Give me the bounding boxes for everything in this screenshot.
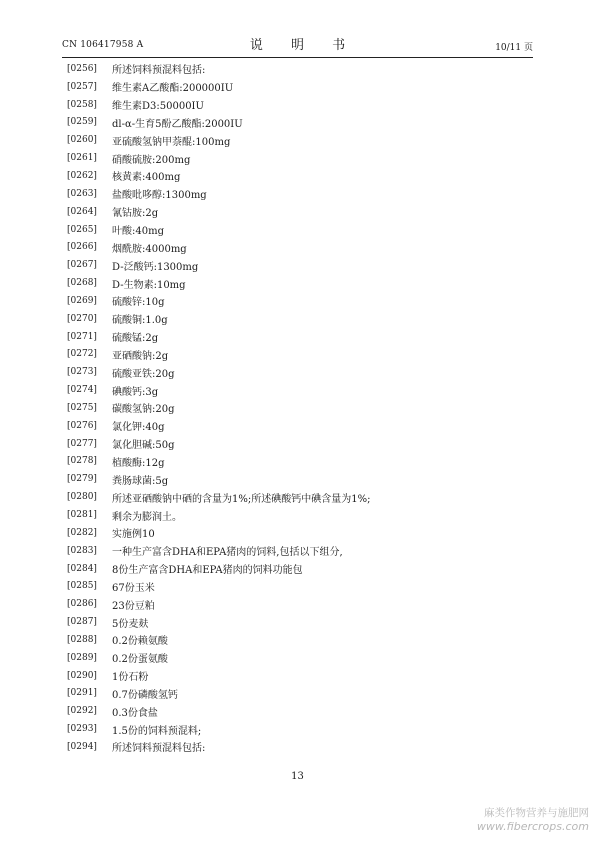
page-number: 13 [291, 771, 304, 782]
paragraph-number: [0275] [67, 402, 97, 413]
paragraph-number: [0281] [67, 510, 97, 521]
paragraph-number: [0282] [67, 527, 97, 538]
paragraph-row [67, 738, 537, 756]
paragraph-text: D-生物素:10mg [112, 279, 186, 291]
paragraph-row [67, 470, 537, 488]
paragraph-text: 硫酸铜:1.0g [112, 315, 168, 327]
paragraph-text: 硝酸硫胺:200mg [112, 154, 191, 166]
paragraph-row [67, 720, 537, 738]
paragraph-text: 维生素A乙酸酯:200000IU [112, 83, 234, 95]
paragraph-row [67, 595, 537, 613]
paragraph-number: [0277] [67, 438, 97, 449]
paragraph-number: [0287] [67, 617, 97, 628]
paragraph-text: 0.3份食盐 [112, 707, 158, 719]
paragraph-number: [0274] [67, 385, 97, 396]
paragraph-row [67, 685, 537, 703]
paragraph-row [67, 524, 537, 542]
paragraph-row [67, 114, 537, 132]
paragraph-row [67, 363, 537, 381]
paragraph-number: [0283] [67, 545, 97, 556]
paragraph-row [67, 381, 537, 399]
paragraph-row [67, 631, 537, 649]
paragraph-row [67, 667, 537, 685]
paragraph-text: 维生素D3:50000IU [112, 101, 204, 113]
paragraph-number: [0293] [67, 724, 97, 735]
paragraph-number: [0294] [67, 741, 97, 752]
paragraph-text: 植酸酶:12g [112, 457, 165, 469]
paragraph-text: 5份麦麸 [112, 618, 149, 630]
paragraph-text: 所述饲料预混料包括: [112, 743, 206, 755]
page-header [62, 34, 533, 56]
paragraph-number: [0260] [67, 135, 97, 146]
paragraph-number: [0292] [67, 706, 97, 717]
paragraph-row [67, 649, 537, 667]
paragraph-row [67, 328, 537, 346]
paragraph-list [67, 60, 537, 756]
document-title: 说 明 书 [249, 38, 358, 53]
paragraph-text: 核黄素:400mg [112, 172, 181, 184]
paragraph-text: 所述亚硒酸钠中硒的含量为1%;所述碘酸钙中碘含量为1%; [112, 493, 371, 505]
paragraph-row [67, 346, 537, 364]
watermark-url: www.fibercrops.com [476, 820, 589, 833]
paragraph-number: [0257] [67, 81, 97, 92]
paragraph-row [67, 453, 537, 471]
paragraph-text: 23份豆粕 [112, 600, 155, 612]
paragraph-text: 盐酸吡哆醇:1300mg [112, 190, 207, 202]
paragraph-text: 亚硫酸氢钠甲萘醌:100mg [112, 136, 231, 148]
paragraph-row [67, 78, 537, 96]
paragraph-number: [0265] [67, 224, 97, 235]
paragraph-row [67, 167, 537, 185]
paragraph-number: [0285] [67, 581, 97, 592]
paragraph-row [67, 274, 537, 292]
paragraph-text: 1份石粉 [112, 672, 149, 684]
paragraph-text: 碳酸氢钠:20g [112, 404, 175, 416]
paragraph-number: [0278] [67, 456, 97, 467]
paragraph-row [67, 399, 537, 417]
paragraph-number: [0271] [67, 331, 97, 342]
paragraph-text: 硫酸锌:10g [112, 297, 165, 309]
paragraph-row [67, 488, 537, 506]
paragraph-row [67, 203, 537, 221]
paragraph-number: [0269] [67, 295, 97, 306]
paragraph-text: 所述饲料预混料包括: [112, 65, 206, 77]
paragraph-text: 一种生产富含DHA和EPA猪肉的饲料,包括以下组分, [112, 547, 343, 559]
paragraph-text: 氯化胆碱:50g [112, 440, 175, 452]
header-rule [62, 57, 533, 58]
patent-number: CN 106417958 A [62, 40, 144, 50]
paragraph-number: [0280] [67, 492, 97, 503]
paragraph-number: [0270] [67, 313, 97, 324]
paragraph-number: [0276] [67, 420, 97, 431]
paragraph-number: [0291] [67, 688, 97, 699]
paragraph-text: 氰钴胺:2g [112, 208, 159, 220]
paragraph-number: [0268] [67, 278, 97, 289]
paragraph-text: D-泛酸钙:1300mg [112, 261, 199, 273]
paragraph-row [67, 292, 537, 310]
paragraph-number: [0264] [67, 206, 97, 217]
paragraph-number: [0267] [67, 260, 97, 271]
paragraph-row [67, 131, 537, 149]
paragraph-row [67, 310, 537, 328]
paragraph-row [67, 506, 537, 524]
paragraph-number: [0272] [67, 349, 97, 360]
paragraph-row [67, 702, 537, 720]
paragraph-row [67, 256, 537, 274]
paragraph-text: dl-α-生育5酚乙酸酯:2000IU [112, 118, 243, 130]
watermark [477, 805, 589, 833]
paragraph-text: 碘酸钙:3g [112, 386, 159, 398]
paragraph-text: 烟酰胺:4000mg [112, 243, 187, 255]
paragraph-text: 0.7份磷酸氢钙 [112, 689, 178, 701]
paragraph-text: 0.2份赖氨酸 [112, 636, 168, 648]
paragraph-number: [0262] [67, 170, 97, 181]
paragraph-number: [0290] [67, 670, 97, 681]
paragraph-text: 亚硒酸钠:2g [112, 350, 169, 362]
paragraph-text: 叶酸:40mg [112, 226, 164, 238]
paragraph-number: [0289] [67, 652, 97, 663]
paragraph-number: [0256] [67, 63, 97, 74]
paragraph-row [67, 577, 537, 595]
paragraph-number: [0258] [67, 99, 97, 110]
page-count: 10/11 页 [495, 43, 533, 53]
paragraph-row [67, 435, 537, 453]
paragraph-row [67, 149, 537, 167]
paragraph-number: [0266] [67, 242, 97, 253]
paragraph-text: 实施例10 [112, 529, 155, 541]
paragraph-number: [0263] [67, 188, 97, 199]
paragraph-text: 67份玉米 [112, 582, 155, 594]
watermark-site-name: 麻类作物营养与施肥网 [484, 807, 589, 819]
paragraph-text: 剩余为膨润土。 [112, 511, 182, 523]
paragraph-row [67, 221, 537, 239]
paragraph-row [67, 560, 537, 578]
paragraph-number: [0286] [67, 599, 97, 610]
paragraph-text: 硫酸锰:2g [112, 333, 159, 345]
paragraph-number: [0259] [67, 117, 97, 128]
paragraph-row [67, 96, 537, 114]
paragraph-row [67, 60, 537, 78]
paragraph-row [67, 613, 537, 631]
paragraph-number: [0273] [67, 367, 97, 378]
paragraph-text: 氯化钾:40g [112, 422, 165, 434]
paragraph-row [67, 238, 537, 256]
paragraph-text: 粪肠球菌:5g [112, 475, 169, 487]
paragraph-number: [0288] [67, 634, 97, 645]
paragraph-number: [0284] [67, 563, 97, 574]
paragraph-row [67, 185, 537, 203]
paragraph-text: 1.5份的饲料预混料; [112, 725, 202, 737]
paragraph-text: 8份生产富含DHA和EPA猪肉的饲料功能包 [112, 565, 303, 577]
paragraph-number: [0261] [67, 153, 97, 164]
paragraph-text: 硫酸亚铁:20g [112, 368, 175, 380]
paragraph-row [67, 542, 537, 560]
paragraph-text: 0.2份蛋氨酸 [112, 654, 168, 666]
paragraph-number: [0279] [67, 474, 97, 485]
paragraph-row [67, 417, 537, 435]
